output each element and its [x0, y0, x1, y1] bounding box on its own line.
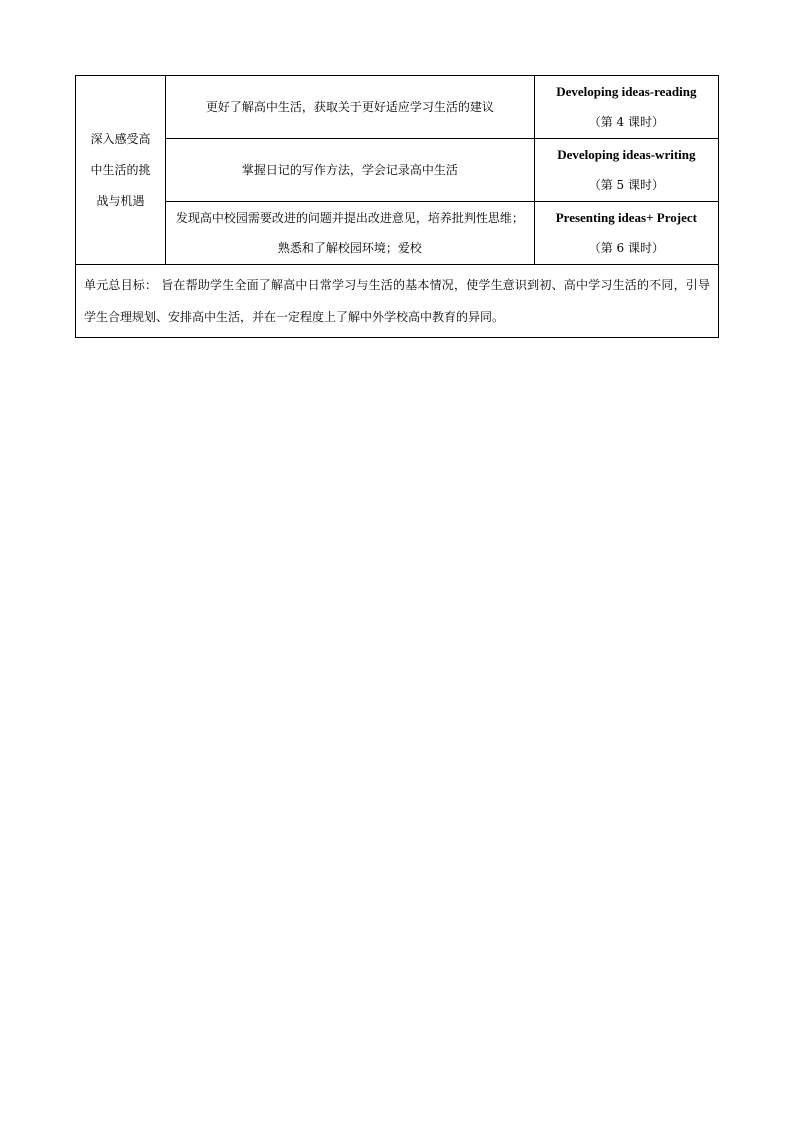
theme-cell [76, 76, 166, 265]
lesson-period: （第 6 课时） [588, 241, 664, 255]
theme-text: 深入感受高中生活的挑战与机遇 [90, 131, 151, 208]
goal-text: 掌握日记的写作方法，学会记录高中生活 [241, 162, 458, 177]
table-row [76, 202, 719, 265]
lesson-cell [534, 76, 718, 139]
table-row [76, 76, 719, 139]
goal-cell [166, 139, 535, 202]
lesson-cell [534, 202, 718, 265]
lesson-title: Developing ideas-writing [557, 147, 696, 162]
unit-plan-table [75, 75, 719, 338]
summary-row [76, 265, 719, 338]
goal-text: 更好了解高中生活，获取关于更好适应学习生活的建议 [205, 99, 494, 114]
summary-cell [76, 265, 719, 338]
goal-cell [166, 202, 535, 265]
lesson-period: （第 5 课时） [588, 178, 664, 192]
lesson-title: Presenting ideas+ Project [555, 210, 697, 225]
goal-text: 发现高中校园需要改进的问题并提出改进意见，培养批判性思维；熟悉和了解校园环境；爱校 [175, 211, 524, 255]
lesson-cell [534, 139, 718, 202]
lesson-title: Developing ideas-reading [556, 84, 697, 99]
goal-cell [166, 76, 535, 139]
lesson-period: （第 4 课时） [588, 115, 664, 129]
table-row [76, 139, 719, 202]
summary-label: 单元总目标： [84, 278, 158, 292]
summary-text: 旨在帮助学生全面了解高中日常学习与生活的基本情况，使学生意识到初、高中学习生活的不同，引导学生合理规划、安排高中生活，并在一定程度上了解中外学校高中教育的异同。 [84, 278, 710, 324]
